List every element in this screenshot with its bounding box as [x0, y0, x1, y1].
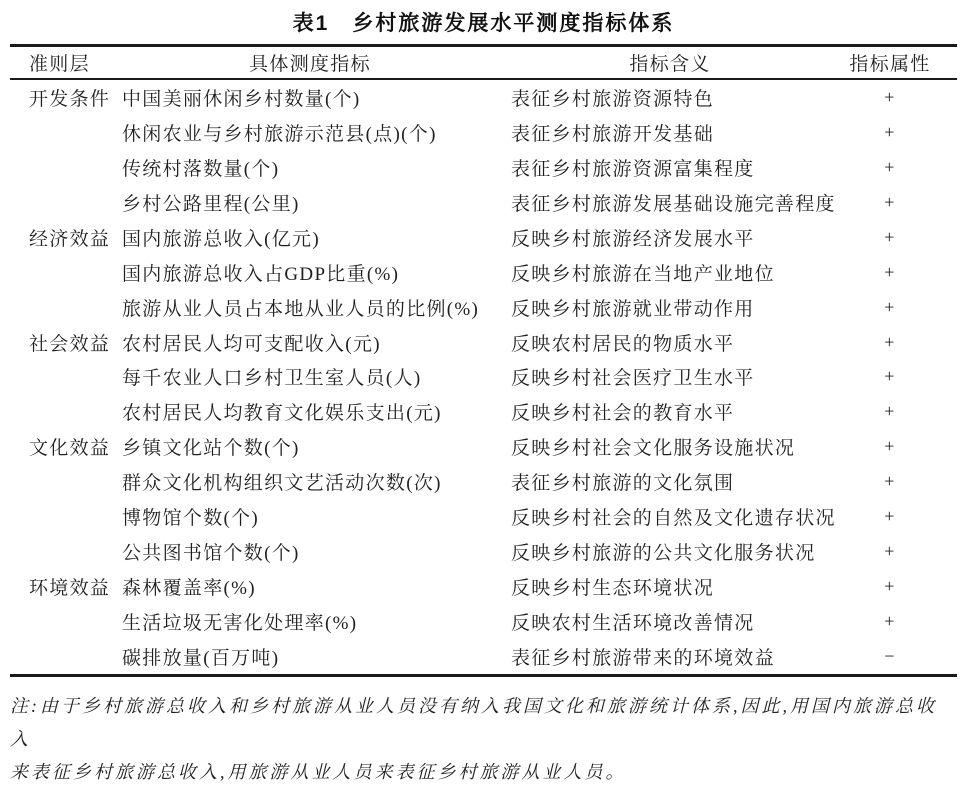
attribute-cell: + — [884, 541, 896, 562]
meaning-cell: 表征乡村旅游资源特色 — [511, 88, 715, 110]
attribute-cell: + — [884, 401, 896, 422]
table-row — [10, 639, 957, 674]
attribute-cell: + — [884, 226, 896, 247]
table-row — [10, 150, 957, 185]
table-row — [10, 80, 957, 115]
indicator-table — [10, 44, 957, 677]
table-row — [10, 255, 957, 290]
indicator-cell: 生活垃圾无害化处理率(%) — [122, 613, 358, 635]
indicator-cell: 农村居民人均可支配收入(元) — [122, 333, 381, 355]
indicator-cell: 公共图书馆个数(个) — [122, 543, 300, 565]
attribute-cell: + — [884, 436, 896, 457]
table-title: 表1 乡村旅游发展水平测度指标体系 — [292, 12, 675, 35]
table-row — [10, 534, 957, 569]
meaning-cell: 表征乡村旅游资源富集程度 — [511, 158, 755, 180]
indicator-cell: 博物馆个数(个) — [122, 508, 260, 530]
meaning-cell: 反映乡村旅游的公共文化服务状况 — [511, 543, 816, 565]
table-footnote — [10, 690, 957, 789]
table-body — [10, 80, 957, 677]
table-row — [10, 185, 957, 220]
header-meaning: 指标含义 — [629, 54, 711, 75]
header-indicator: 具体测度指标 — [249, 54, 371, 75]
criterion-cell: 环境效益 — [29, 578, 111, 600]
attribute-cell: − — [884, 645, 896, 666]
table-row — [10, 499, 957, 534]
table-row — [10, 569, 957, 604]
indicator-cell: 森林覆盖率(%) — [122, 578, 256, 600]
attribute-cell: + — [884, 191, 896, 212]
meaning-cell: 反映农村居民的物质水平 — [511, 333, 735, 355]
indicator-cell: 休闲农业与乡村旅游示范县(点)(个) — [122, 123, 437, 145]
table-row — [10, 290, 957, 325]
attribute-cell: + — [884, 331, 896, 352]
table-row — [10, 429, 957, 464]
meaning-cell: 反映乡村旅游在当地产业地位 — [511, 263, 775, 285]
meaning-cell: 反映乡村旅游就业带动作用 — [511, 298, 755, 320]
attribute-cell: + — [884, 261, 896, 282]
meaning-cell: 反映乡村社会的自然及文化遗存状况 — [511, 508, 836, 530]
table-header-row — [10, 44, 957, 80]
meaning-cell: 表征乡村旅游带来的环境效益 — [511, 647, 775, 669]
meaning-cell: 反映乡村生态环境状况 — [511, 578, 715, 600]
indicator-cell: 碳排放量(百万吨) — [122, 647, 280, 669]
meaning-cell: 表征乡村旅游的文化氛围 — [511, 473, 735, 495]
indicator-cell: 每千农业人口乡村卫生室人员(人) — [122, 368, 422, 390]
criterion-cell: 社会效益 — [29, 333, 111, 355]
indicator-cell: 国内旅游总收入占GDP比重(%) — [122, 263, 400, 285]
attribute-cell: + — [884, 366, 896, 387]
criterion-cell: 开发条件 — [29, 88, 111, 110]
meaning-cell: 反映乡村社会文化服务设施状况 — [511, 438, 796, 460]
indicator-cell: 群众文化机构组织文艺活动次数(次) — [122, 473, 442, 495]
indicator-cell: 中国美丽休闲乡村数量(个) — [122, 88, 361, 110]
attribute-cell: + — [884, 156, 896, 177]
meaning-cell: 反映乡村社会的教育水平 — [511, 403, 735, 425]
attribute-cell: + — [884, 576, 896, 597]
meaning-cell: 表征乡村旅游开发基础 — [511, 123, 715, 145]
attribute-cell: + — [884, 611, 896, 632]
indicator-cell: 农村居民人均教育文化娱乐支出(元) — [122, 403, 442, 425]
table-row — [10, 464, 957, 499]
meaning-cell: 表征乡村旅游发展基础设施完善程度 — [511, 193, 836, 215]
indicator-cell: 乡村公路里程(公里) — [122, 193, 300, 215]
attribute-cell: + — [884, 471, 896, 492]
footnote-line-2: 来表征乡村旅游总收入,用旅游从业人员来表征乡村旅游从业人员。 — [10, 762, 627, 782]
meaning-cell: 反映农村生活环境改善情况 — [511, 613, 755, 635]
meaning-cell: 反映乡村旅游经济发展水平 — [511, 228, 755, 250]
criterion-cell: 经济效益 — [29, 228, 111, 250]
header-attribute: 指标属性 — [849, 54, 931, 75]
attribute-cell: + — [884, 86, 896, 107]
table-row — [10, 360, 957, 395]
criterion-cell: 文化效益 — [29, 438, 111, 460]
indicator-cell: 乡镇文化站个数(个) — [122, 438, 300, 460]
indicator-cell: 国内旅游总收入(亿元) — [122, 228, 320, 250]
table-row — [10, 220, 957, 255]
attribute-cell: + — [884, 506, 896, 527]
indicator-cell: 旅游从业人员占本地从业人员的比例(%) — [122, 298, 480, 320]
indicator-cell: 传统村落数量(个) — [122, 158, 280, 180]
meaning-cell: 反映乡村社会医疗卫生水平 — [511, 368, 755, 390]
table-row — [10, 394, 957, 429]
attribute-cell: + — [884, 121, 896, 142]
footnote-line-1: 注:由于乡村旅游总收入和乡村旅游从业人员没有纳入我国文化和旅游统计体系,因此,用国内旅游总收入 — [10, 696, 937, 749]
table-row — [10, 604, 957, 639]
table-row — [10, 325, 957, 360]
header-criterion: 准则层 — [29, 54, 90, 75]
attribute-cell: + — [884, 296, 896, 317]
table-row — [10, 115, 957, 150]
